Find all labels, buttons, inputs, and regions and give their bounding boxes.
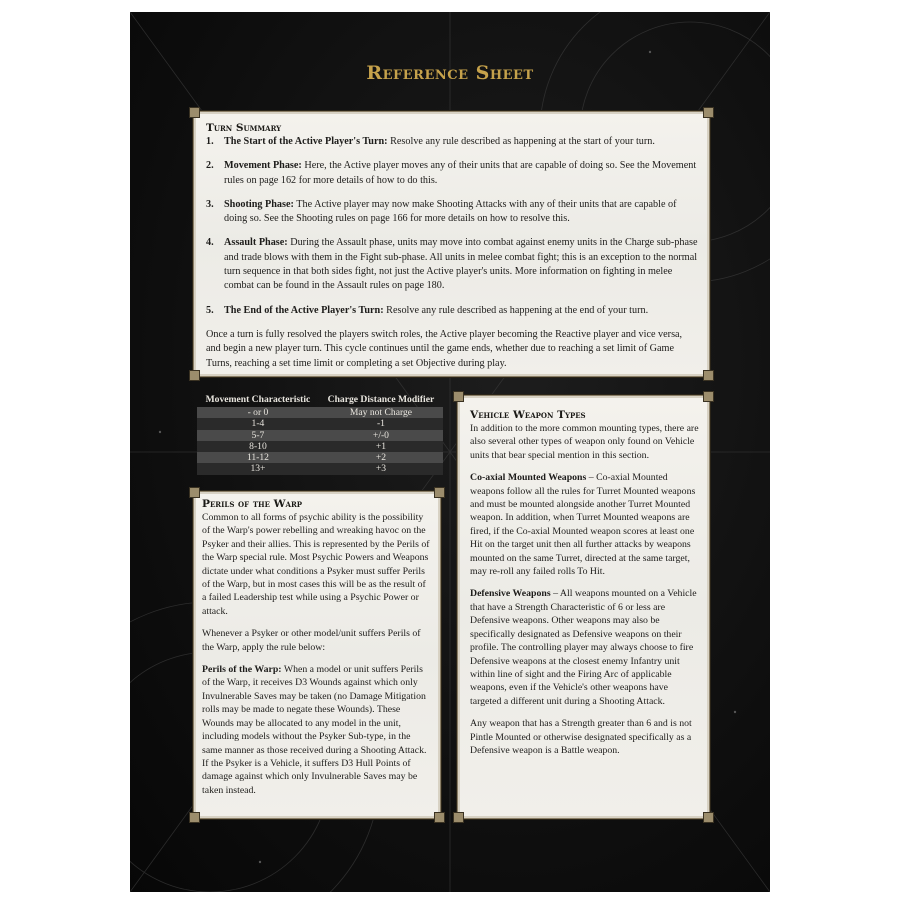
table-row: 5-7 +/-0	[197, 430, 443, 441]
turn-summary-closing: Once a turn is fully resolved the players switch roles, the Active player becoming the Reactive player and vice versa, and begin a new player turn. This cycle continues until the game ends, whether due to reaching a set limit of Game Turns, reaching a set time limit or completing a set Objective during play.	[206, 328, 683, 369]
table-row: 13+ +3	[197, 463, 443, 474]
corner-rivet-icon	[453, 391, 464, 402]
corner-rivet-icon	[703, 391, 714, 402]
table-row: 1-4 -1	[197, 418, 443, 429]
corner-rivet-icon	[434, 812, 445, 823]
perils-heading: Perils of the Warp	[202, 498, 303, 510]
corner-rivet-icon	[434, 487, 445, 498]
table-header-row	[197, 393, 443, 407]
corner-rivet-icon	[703, 370, 714, 381]
vehicle-heading: Vehicle Weapon Types	[470, 409, 586, 421]
corner-rivet-icon	[703, 812, 714, 823]
charge-modifier-table	[197, 393, 443, 475]
perils-intro: Common to all forms of psychic ability is the possibility of the Warp's power rebelling and wreaking havoc on the Psyker and their allies. This is represented by the Perils of the Warp special rule. Most Psychic Powers and Weapons dictate under what conditions a Psyker must suffer Perils of the Warp, but in most cases this will be as the result of a failed Leadership test while using a Psychic Power or attack.	[202, 512, 430, 617]
perils-panel	[193, 491, 441, 819]
list-item: 3. Shooting Phase: The Active player may now make Shooting Attacks with any of their units that are capable of doing so. See the Shooting rules on page 166 for more details on how to resolve this.	[206, 198, 677, 225]
column-header: Charge Distance Modifier	[327, 394, 435, 405]
table-row: - or 0 May not Charge	[197, 407, 443, 418]
table-row: 11-12 +2	[197, 452, 443, 463]
page-title: Reference Sheet	[366, 62, 534, 84]
perils-second: Whenever a Psyker or other model/unit suffers Perils of the Warp, apply the rule below:	[202, 628, 421, 653]
corner-rivet-icon	[189, 812, 200, 823]
corner-rivet-icon	[189, 487, 200, 498]
perils-rule: Perils of the Warp: When a model or unit suffers Perils of the Warp, it receives D3 Wounds against which only Invulnerable Saves may be taken (no Damage Mitigation rolls may be made to negate these Wounds). These Wounds may be allocated to any model in the unit, including models without the Psyker Sub-type, in the same manner as those received during a Shooting Attack. If the Psyker is a Vehicle, it suffers D3 Hull Points of damage against which only Invulnerable Saves may be taken instead.	[202, 664, 427, 796]
list-item: 5. The End of the Active Player's Turn: Resolve any rule described as happening at the end of your turn.	[206, 304, 649, 316]
vehicle-weapons-panel	[457, 395, 710, 819]
vehicle-closing: Any weapon that has a Strength greater than 6 and is not Pintle Mounted or otherwise designated specifically as a Defensive weapon is a Battle weapon.	[470, 718, 692, 756]
defensive-rule: Defensive Weapons – All weapons mounted on a Vehicle that have a Strength Characteristic of 6 or less are Defensive weapons. Other weapons may also be specifically designated as Defensive weapons on their profile. The controlling player may always choose to fire Defensive weapons at the closest enemy Infantry unit within line of sight and the Firing Arc of applicable weapons, even if the Vehicle's other weapons have targeted a different unit during a Shooting Attack.	[470, 588, 697, 707]
list-item: 2. Movement Phase: Here, the Active player moves any of their units that are capable of doing so. See the Movement rules on page 162 for more details of how to do this.	[206, 160, 697, 186]
turn-summary-heading: Turn Summary	[206, 122, 282, 134]
vehicle-intro: In addition to the more common mounting types, there are also several other types of weapon only found on Vehicle units that bear special mention in this section.	[470, 423, 699, 461]
corner-rivet-icon	[453, 812, 464, 823]
corner-rivet-icon	[703, 107, 714, 118]
table-row: 8-10 +1	[197, 441, 443, 452]
corner-rivet-icon	[189, 107, 200, 118]
corner-rivet-icon	[189, 370, 200, 381]
list-item: 1. The Start of the Active Player's Turn: Resolve any rule described as happening at the start of your turn.	[206, 136, 655, 147]
list-item: 4. Assault Phase: During the Assault phase, units may move into combat against enemy units in the Charge sub-phase and trade blows with them in the Fight sub-phase. All units in melee combat fight; this is an exception to the normal turn sequence in that both sides fight, not just the Active player's units. More information on fighting in melee combat can be found in the Assault rules on page 180.	[206, 237, 698, 292]
coaxial-rule: Co-axial Mounted Weapons – Co-axial Mounted weapons follow all the rules for Turret Mounted weapons and must be mounted alongside another Turret Mounted weapon. In addition, when Turret Mounted weapons are fired, if the Co-axial Mounted weapon scores at least one Hit on the target unit then all further attacks by weapons mounted on the same Turret, directed at the same target, may re-roll any failed rolls To Hit.	[470, 472, 696, 578]
turn-summary-panel	[193, 111, 710, 377]
turn-steps-list	[206, 135, 699, 318]
column-header: Movement Characteristic	[205, 394, 311, 405]
